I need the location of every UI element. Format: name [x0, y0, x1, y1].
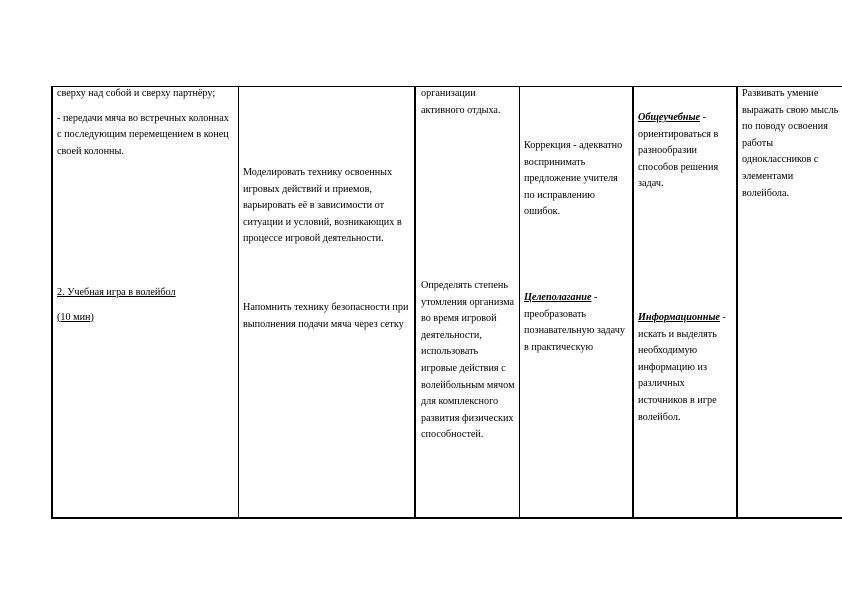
goal-setting-term: Целеполагание — [524, 292, 592, 303]
student-activity-cell-1 — [421, 86, 513, 119]
section-heading — [57, 285, 229, 326]
cognitive-uud-cell-1 — [638, 110, 733, 193]
regulatory-uud-text-2: Целеполагание - преобразовать познавательную задачу в практическую — [524, 292, 625, 353]
table-bottom-border — [51, 517, 842, 519]
regulatory-uud-text-1: Коррекция - адекватно воспринимать предложение учителя по исправлению ошибок. — [524, 140, 623, 218]
general-learning-term: Общеучебные — [638, 112, 701, 123]
cognitive-uud-text-1: Общеучебные - ориентироваться в разнообразии способов решения задач. — [638, 112, 719, 190]
student-activity-text-1: организации активного отдыха. — [421, 88, 501, 116]
regulatory-uud-cell-2 — [524, 290, 628, 356]
column-divider-5 — [736, 86, 738, 519]
table-left-border — [51, 86, 53, 519]
exercise-text-2: - передачи мяча во встречных колоннах с последующим перемещением в конец своей колонны. — [57, 112, 229, 157]
section-duration: (10 мин) — [57, 311, 94, 323]
teacher-activity-cell-1 — [243, 165, 411, 248]
teacher-activity-cell-2 — [243, 300, 411, 333]
student-activity-cell-2 — [421, 278, 516, 444]
lesson-content-cell — [57, 86, 229, 160]
teacher-activity-text-1: Моделировать технику освоенных игровых действий и приемов, варьировать её в зависимости от ситуации и условий, возникающих в процессе игровой деятельности. — [243, 167, 402, 245]
section-title: 2. Учебная игра в волейбол — [57, 287, 176, 298]
cognitive-uud-cell-2 — [638, 310, 733, 426]
communicative-uud-cell — [742, 86, 840, 202]
column-divider-4 — [632, 86, 634, 519]
column-divider-3 — [519, 86, 520, 519]
communicative-uud-text: Развивать умение выражать свою мысль по поводу освоения работы одноклассников с элементами волейбола. — [742, 88, 839, 199]
column-divider-2 — [414, 86, 416, 519]
cognitive-uud-text-2: Информационные - искать и выделять необходимую информацию из различных источников в игре волейбол. — [638, 312, 726, 423]
student-activity-text-2: Определять степень утомления организма во время игровой деятельности, использовать игровые действия с волейбольным мячом для комплексного развития физических способностей. — [421, 280, 515, 441]
regulatory-uud-cell-1 — [524, 138, 628, 221]
teacher-activity-text-2: Напомнить технику безопасности при выполнения подачи мяча через сетку — [243, 302, 409, 330]
exercise-text-1: сверху над собой и сверху партнёру; — [57, 88, 216, 99]
column-divider-1 — [238, 86, 239, 519]
informational-term: Информационные — [638, 312, 720, 323]
